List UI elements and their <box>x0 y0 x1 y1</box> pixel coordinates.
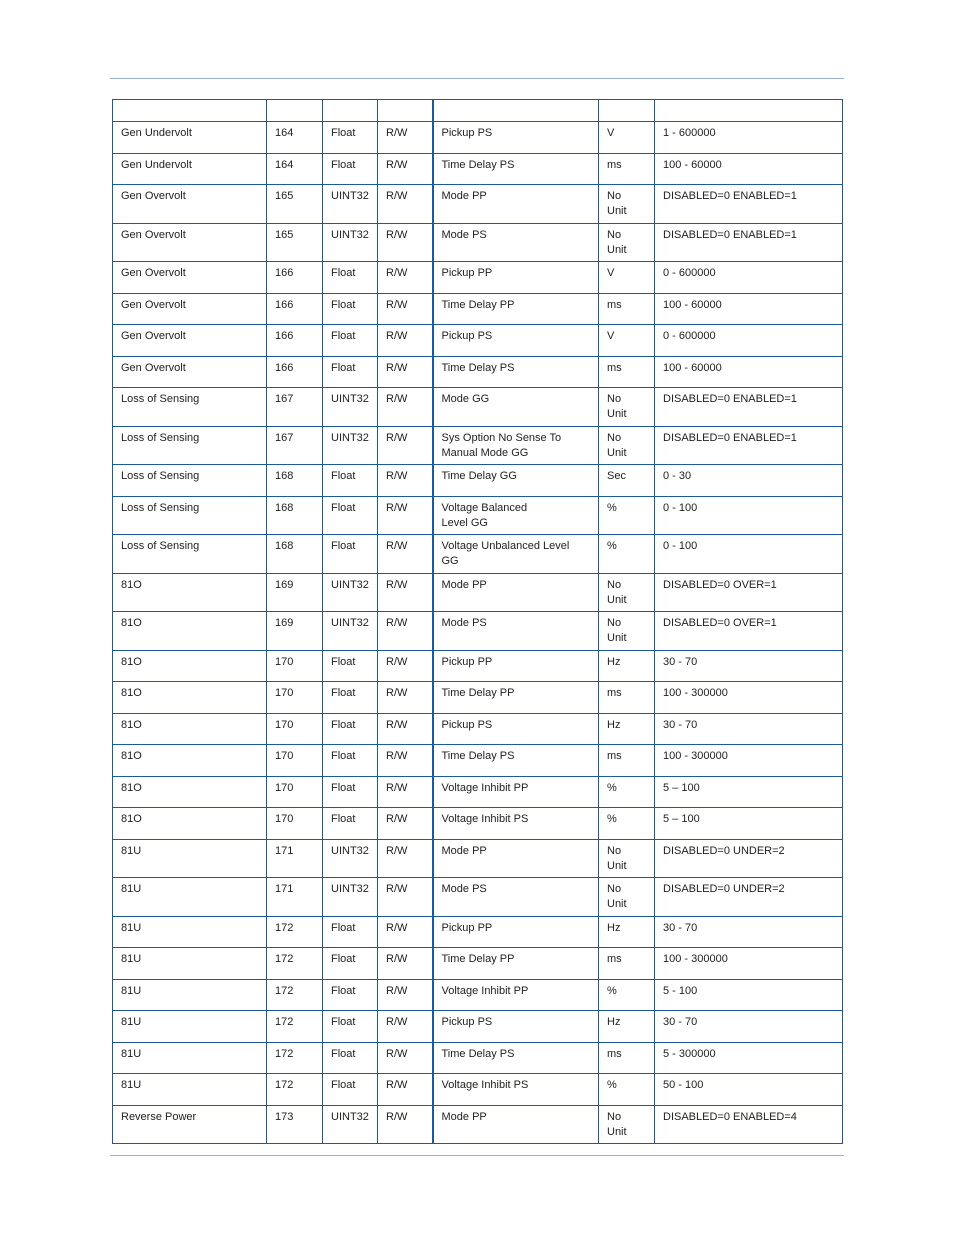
table-row <box>113 878 843 917</box>
table-row <box>113 776 843 808</box>
access-cell: R/W <box>378 388 433 427</box>
unit-cell: Hz <box>599 1011 655 1043</box>
access-cell: R/W <box>378 122 433 154</box>
access-cell: R/W <box>378 776 433 808</box>
type-cell: UINT32 <box>323 878 378 917</box>
range-cell: DISABLED=0 OVER=1 <box>655 573 843 612</box>
unit-cell: No Unit <box>599 426 655 465</box>
register-cell: 165 <box>267 185 323 224</box>
unit-cell: No Unit <box>599 573 655 612</box>
type-cell: Float <box>323 465 378 497</box>
register-cell: 172 <box>267 916 323 948</box>
table-row <box>113 426 843 465</box>
type-cell: Float <box>323 535 378 574</box>
type-cell: UINT32 <box>323 573 378 612</box>
table-row <box>113 839 843 878</box>
parameter-cell: Time Delay PP <box>433 682 599 714</box>
range-cell: 100 - 60000 <box>655 153 843 185</box>
type-cell: UINT32 <box>323 185 378 224</box>
table-row <box>113 1011 843 1043</box>
register-cell: 173 <box>267 1105 323 1144</box>
parameter-cell: Pickup PP <box>433 650 599 682</box>
parameter-cell: Mode PS <box>433 612 599 651</box>
unit-cell: % <box>599 1074 655 1106</box>
access-cell: R/W <box>378 1074 433 1106</box>
category-cell: 81O <box>113 776 267 808</box>
table-row <box>113 535 843 574</box>
category-cell: Loss of Sensing <box>113 426 267 465</box>
header-cell <box>378 100 433 122</box>
type-cell: Float <box>323 650 378 682</box>
access-cell: R/W <box>378 1042 433 1074</box>
unit-cell: No Unit <box>599 185 655 224</box>
range-cell: 1 - 600000 <box>655 122 843 154</box>
type-cell: Float <box>323 745 378 777</box>
category-cell: 81O <box>113 713 267 745</box>
unit-cell: ms <box>599 745 655 777</box>
register-cell: 166 <box>267 293 323 325</box>
range-cell: 30 - 70 <box>655 916 843 948</box>
category-cell: 81O <box>113 612 267 651</box>
register-cell: 165 <box>267 223 323 262</box>
unit-cell: V <box>599 122 655 154</box>
category-cell: 81U <box>113 839 267 878</box>
register-table <box>112 99 843 1144</box>
table-row <box>113 1105 843 1144</box>
access-cell: R/W <box>378 1105 433 1144</box>
parameter-cell: Pickup PS <box>433 1011 599 1043</box>
unit-cell: Sec <box>599 465 655 497</box>
range-cell: 30 - 70 <box>655 1011 843 1043</box>
register-cell: 169 <box>267 573 323 612</box>
range-cell: 30 - 70 <box>655 650 843 682</box>
category-cell: 81U <box>113 979 267 1011</box>
table-body <box>113 100 843 1144</box>
unit-cell: V <box>599 325 655 357</box>
range-cell: 5 - 100 <box>655 979 843 1011</box>
type-cell: Float <box>323 776 378 808</box>
parameter-cell: Time Delay PP <box>433 293 599 325</box>
category-cell: Gen Overvolt <box>113 293 267 325</box>
range-cell: 100 - 60000 <box>655 293 843 325</box>
access-cell: R/W <box>378 878 433 917</box>
register-cell: 168 <box>267 496 323 535</box>
range-cell: 50 - 100 <box>655 1074 843 1106</box>
parameter-cell: Sys Option No Sense To Manual Mode GG <box>433 426 599 465</box>
register-cell: 170 <box>267 745 323 777</box>
table-row <box>113 650 843 682</box>
unit-cell: Hz <box>599 650 655 682</box>
type-cell: Float <box>323 356 378 388</box>
register-cell: 172 <box>267 948 323 980</box>
parameter-cell: Voltage Inhibit PP <box>433 979 599 1011</box>
parameter-cell: Time Delay PS <box>433 356 599 388</box>
parameter-cell: Mode PP <box>433 1105 599 1144</box>
parameter-cell: Mode GG <box>433 388 599 427</box>
range-cell: 5 – 100 <box>655 808 843 840</box>
register-cell: 167 <box>267 388 323 427</box>
type-cell: UINT32 <box>323 1105 378 1144</box>
type-cell: Float <box>323 808 378 840</box>
unit-cell: Hz <box>599 916 655 948</box>
parameter-cell: Pickup PS <box>433 713 599 745</box>
range-cell: 5 – 100 <box>655 776 843 808</box>
table-row <box>113 612 843 651</box>
category-cell: Gen Undervolt <box>113 122 267 154</box>
type-cell: Float <box>323 979 378 1011</box>
register-cell: 164 <box>267 122 323 154</box>
range-cell: 100 - 60000 <box>655 356 843 388</box>
range-cell: DISABLED=0 ENABLED=1 <box>655 223 843 262</box>
unit-cell: ms <box>599 1042 655 1074</box>
register-cell: 170 <box>267 650 323 682</box>
category-cell: 81U <box>113 1074 267 1106</box>
parameter-cell: Mode PS <box>433 223 599 262</box>
category-cell: 81U <box>113 916 267 948</box>
type-cell: UINT32 <box>323 223 378 262</box>
parameter-cell: Mode PP <box>433 185 599 224</box>
table-row <box>113 496 843 535</box>
category-cell: 81O <box>113 808 267 840</box>
register-cell: 166 <box>267 262 323 294</box>
category-cell: Loss of Sensing <box>113 465 267 497</box>
access-cell: R/W <box>378 465 433 497</box>
parameter-cell: Voltage Balanced Level GG <box>433 496 599 535</box>
range-cell: 30 - 70 <box>655 713 843 745</box>
parameter-cell: Voltage Inhibit PP <box>433 776 599 808</box>
register-cell: 172 <box>267 979 323 1011</box>
table-row <box>113 1074 843 1106</box>
range-cell: 0 - 30 <box>655 465 843 497</box>
type-cell: Float <box>323 325 378 357</box>
table-row <box>113 979 843 1011</box>
type-cell: Float <box>323 1074 378 1106</box>
range-cell: DISABLED=0 OVER=1 <box>655 612 843 651</box>
parameter-cell: Mode PP <box>433 573 599 612</box>
unit-cell: ms <box>599 293 655 325</box>
header-cell <box>599 100 655 122</box>
range-cell: 100 - 300000 <box>655 948 843 980</box>
type-cell: Float <box>323 948 378 980</box>
register-cell: 172 <box>267 1011 323 1043</box>
parameter-cell: Time Delay PS <box>433 153 599 185</box>
access-cell: R/W <box>378 356 433 388</box>
access-cell: R/W <box>378 262 433 294</box>
range-cell: 5 - 300000 <box>655 1042 843 1074</box>
table-row <box>113 808 843 840</box>
access-cell: R/W <box>378 223 433 262</box>
parameter-cell: Time Delay PS <box>433 745 599 777</box>
range-cell: DISABLED=0 UNDER=2 <box>655 878 843 917</box>
table-row <box>113 185 843 224</box>
range-cell: 100 - 300000 <box>655 745 843 777</box>
parameter-cell: Mode PP <box>433 839 599 878</box>
table-row <box>113 682 843 714</box>
register-cell: 172 <box>267 1074 323 1106</box>
type-cell: UINT32 <box>323 839 378 878</box>
unit-cell: % <box>599 808 655 840</box>
type-cell: Float <box>323 1042 378 1074</box>
unit-cell: No Unit <box>599 839 655 878</box>
category-cell: 81U <box>113 878 267 917</box>
unit-cell: No Unit <box>599 612 655 651</box>
range-cell: 0 - 100 <box>655 535 843 574</box>
table-row <box>113 388 843 427</box>
header-cell <box>113 100 267 122</box>
table-row <box>113 465 843 497</box>
parameter-cell: Voltage Unbalanced Level GG <box>433 535 599 574</box>
category-cell: Gen Overvolt <box>113 185 267 224</box>
type-cell: Float <box>323 713 378 745</box>
unit-cell: Hz <box>599 713 655 745</box>
category-cell: Gen Overvolt <box>113 223 267 262</box>
range-cell: 0 - 600000 <box>655 325 843 357</box>
access-cell: R/W <box>378 650 433 682</box>
category-cell: Loss of Sensing <box>113 496 267 535</box>
access-cell: R/W <box>378 496 433 535</box>
parameter-cell: Time Delay PS <box>433 1042 599 1074</box>
parameter-cell: Pickup PP <box>433 262 599 294</box>
register-cell: 169 <box>267 612 323 651</box>
unit-cell: ms <box>599 356 655 388</box>
access-cell: R/W <box>378 839 433 878</box>
range-cell: DISABLED=0 ENABLED=1 <box>655 185 843 224</box>
type-cell: UINT32 <box>323 612 378 651</box>
category-cell: Reverse Power <box>113 1105 267 1144</box>
type-cell: Float <box>323 496 378 535</box>
type-cell: Float <box>323 122 378 154</box>
range-cell: DISABLED=0 ENABLED=1 <box>655 426 843 465</box>
category-cell: 81O <box>113 745 267 777</box>
category-cell: Loss of Sensing <box>113 388 267 427</box>
register-cell: 171 <box>267 878 323 917</box>
register-cell: 168 <box>267 465 323 497</box>
register-cell: 166 <box>267 356 323 388</box>
category-cell: 81O <box>113 650 267 682</box>
parameter-cell: Voltage Inhibit PS <box>433 808 599 840</box>
table-row <box>113 223 843 262</box>
table-row <box>113 745 843 777</box>
table-row <box>113 262 843 294</box>
unit-cell: ms <box>599 948 655 980</box>
access-cell: R/W <box>378 426 433 465</box>
category-cell: 81O <box>113 682 267 714</box>
access-cell: R/W <box>378 745 433 777</box>
access-cell: R/W <box>378 153 433 185</box>
access-cell: R/W <box>378 808 433 840</box>
register-cell: 164 <box>267 153 323 185</box>
header-cell <box>655 100 843 122</box>
register-cell: 172 <box>267 1042 323 1074</box>
parameter-cell: Voltage Inhibit PS <box>433 1074 599 1106</box>
header-cell <box>323 100 378 122</box>
unit-cell: % <box>599 535 655 574</box>
table-row <box>113 153 843 185</box>
access-cell: R/W <box>378 682 433 714</box>
type-cell: Float <box>323 293 378 325</box>
table-row <box>113 122 843 154</box>
parameter-cell: Time Delay GG <box>433 465 599 497</box>
register-cell: 170 <box>267 808 323 840</box>
access-cell: R/W <box>378 325 433 357</box>
unit-cell: % <box>599 776 655 808</box>
type-cell: Float <box>323 262 378 294</box>
header-cell <box>433 100 599 122</box>
parameter-cell: Time Delay PP <box>433 948 599 980</box>
table-row <box>113 356 843 388</box>
unit-cell: % <box>599 979 655 1011</box>
type-cell: Float <box>323 153 378 185</box>
table-row <box>113 713 843 745</box>
table-row <box>113 948 843 980</box>
access-cell: R/W <box>378 573 433 612</box>
register-cell: 170 <box>267 682 323 714</box>
unit-cell: ms <box>599 153 655 185</box>
type-cell: Float <box>323 682 378 714</box>
range-cell: DISABLED=0 ENABLED=1 <box>655 388 843 427</box>
unit-cell: No Unit <box>599 1105 655 1144</box>
category-cell: Gen Undervolt <box>113 153 267 185</box>
category-cell: 81U <box>113 1042 267 1074</box>
category-cell: Gen Overvolt <box>113 262 267 294</box>
register-cell: 170 <box>267 776 323 808</box>
access-cell: R/W <box>378 293 433 325</box>
access-cell: R/W <box>378 185 433 224</box>
unit-cell: % <box>599 496 655 535</box>
unit-cell: V <box>599 262 655 294</box>
range-cell: DISABLED=0 ENABLED=4 <box>655 1105 843 1144</box>
table-row <box>113 293 843 325</box>
access-cell: R/W <box>378 713 433 745</box>
range-cell: 100 - 300000 <box>655 682 843 714</box>
access-cell: R/W <box>378 612 433 651</box>
table-row <box>113 916 843 948</box>
parameter-cell: Pickup PP <box>433 916 599 948</box>
category-cell: Gen Overvolt <box>113 325 267 357</box>
category-cell: 81U <box>113 1011 267 1043</box>
access-cell: R/W <box>378 948 433 980</box>
parameter-cell: Mode PS <box>433 878 599 917</box>
range-cell: DISABLED=0 UNDER=2 <box>655 839 843 878</box>
type-cell: UINT32 <box>323 388 378 427</box>
access-cell: R/W <box>378 1011 433 1043</box>
category-cell: 81O <box>113 573 267 612</box>
range-cell: 0 - 600000 <box>655 262 843 294</box>
category-cell: 81U <box>113 948 267 980</box>
access-cell: R/W <box>378 535 433 574</box>
parameter-cell: Pickup PS <box>433 122 599 154</box>
unit-cell: No Unit <box>599 878 655 917</box>
register-cell: 168 <box>267 535 323 574</box>
header-cell <box>267 100 323 122</box>
register-cell: 167 <box>267 426 323 465</box>
table-row <box>113 1042 843 1074</box>
table-row <box>113 573 843 612</box>
table-header-row <box>113 100 843 122</box>
type-cell: Float <box>323 916 378 948</box>
access-cell: R/W <box>378 916 433 948</box>
type-cell: UINT32 <box>323 426 378 465</box>
category-cell: Loss of Sensing <box>113 535 267 574</box>
footer-rule <box>110 1155 844 1156</box>
access-cell: R/W <box>378 979 433 1011</box>
unit-cell: No Unit <box>599 223 655 262</box>
unit-cell: ms <box>599 682 655 714</box>
parameter-cell: Pickup PS <box>433 325 599 357</box>
range-cell: 0 - 100 <box>655 496 843 535</box>
unit-cell: No Unit <box>599 388 655 427</box>
register-cell: 170 <box>267 713 323 745</box>
register-cell: 166 <box>267 325 323 357</box>
register-cell: 171 <box>267 839 323 878</box>
type-cell: Float <box>323 1011 378 1043</box>
category-cell: Gen Overvolt <box>113 356 267 388</box>
table-row <box>113 325 843 357</box>
header-rule <box>110 78 844 79</box>
